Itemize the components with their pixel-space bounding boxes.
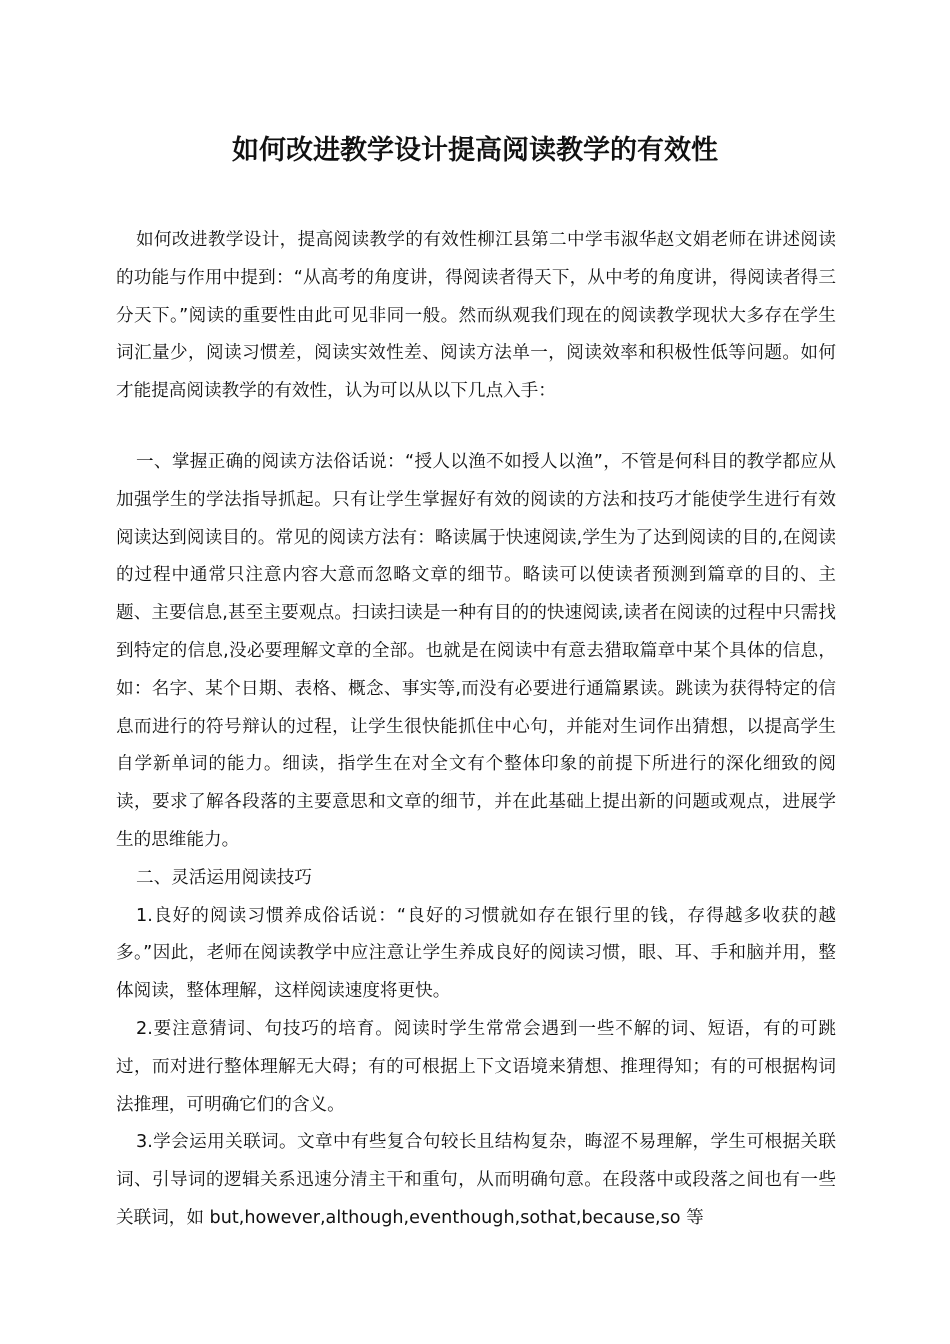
section-2-item-3: 3.学会运用关联词。文章中有些复合句较长且结构复杂，晦涩不易理解，学生可根据关联词、引导词的逻辑关系迅速分清主干和重句，从而明确句意。在段落中或段落之间也有一些关联词，如 but,however,although,eventhough,sothat,because,so 等 — [116, 1132, 836, 1228]
section-2-heading: 二、灵活运用阅读技巧 — [136, 867, 312, 888]
section-1-paragraph: 一、掌握正确的阅读方法俗话说：“授人以渔不如授人以渔”，不管是何科目的教学都应从加强学生的学法指导抓起。只有让学生掌握好有效的阅读的方法和技巧才能使学生进行有效阅读达到阅读目的。常见的阅读方法有：略读属于快速阅读,学生为了达到阅读的目的,在阅读的过程中通常只注意内容大意而忽略文章的细节。略读可以使读者预测到篇章的目的、主题、主要信息,甚至主要观点。扫读扫读是一种有目的的快速阅读,读者在阅读的过程中只需找到特定的信息,没必要理解文章的全部。也就是在阅读中有意去猎取篇章中某个具体的信息，如：名字、某个日期、表格、概念、事实等,而没有必要进行通篇累读。跳读为获得特定的信息而进行的符号辩认的过程，让学生很快能抓住中心句，并能对生词作出猜想，以提高学生自学新单词的能力。细读，指学生在对全文有个整体印象的前提下所进行的深化细致的阅读，要求了解各段落的主要意思和文章的细节，并在此基础上提出新的问题或观点，进展学生的思维能力。 — [116, 452, 836, 850]
intro-block — [116, 222, 836, 411]
section-2-item-2: 2.要注意猜词、句技巧的培育。阅读时学生常常会遇到一些不解的词、短语，有的可跳过，而对进行整体理解无大碍；有的可根据上下文语境来猜想、推理得知；有的可根据构词法推理，可明确它们的含义。 — [116, 1018, 836, 1115]
intro-paragraph: 如何改进教学设计，提高阅读教学的有效性柳江县第二中学韦淑华赵文娟老师在讲述阅读的功能与作用中提到：“从高考的角度讲，得阅读者得天下，从中考的角度讲，得阅读者得三分天下。”阅读的重要性由此可见非同一般。然而纵观我们现在的阅读教学现状大多存在学生词汇量少，阅读习惯差，阅读实效性差、阅读方法单一，阅读效率和积极性低等问题。如何才能提高阅读教学的有效性，认为可以从以下几点入手： — [116, 230, 836, 402]
document-title: 如何改进教学设计提高阅读教学的有效性 — [232, 135, 718, 166]
section-2-item-1: 1.良好的阅读习惯养成俗话说：“良好的习惯就如存在银行里的钱，存得越多收获的越多。”因此，老师在阅读教学中应注意让学生养成良好的阅读习惯，眼、耳、手和脑并用，整体阅读，整体理解，这样阅读速度将更快。 — [116, 905, 836, 1002]
sections-block — [116, 444, 836, 1238]
